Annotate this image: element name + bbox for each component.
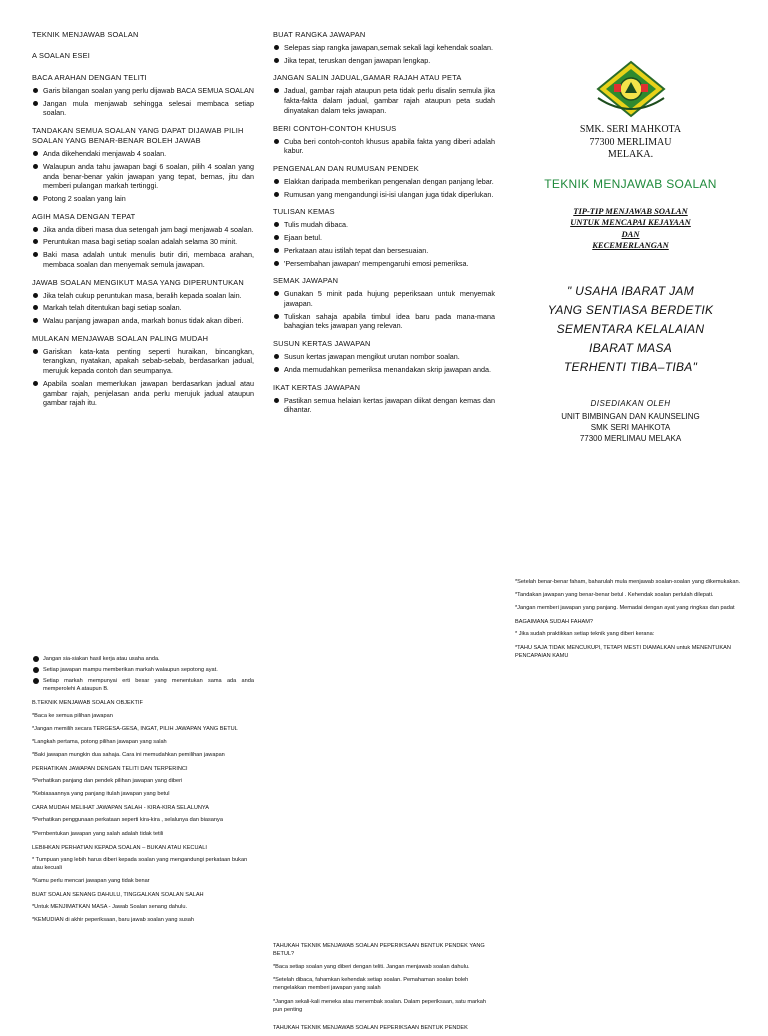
bullet-item: Markah telah ditentukan bagi setiap soalan. — [32, 303, 254, 313]
unit-name: UNIT BIMBINGAN DAN KAUNSELING — [561, 411, 700, 421]
bullet-item: Apabila soalan memerlukan jawapan berdasarkan jadual atau gambar rajah, penjelasan anda perlu merujuk jadual ataupun gambar rajah itu. — [32, 379, 254, 408]
bullet-item: Jika telah cukup peruntukan masa, beralih kepada soalan lain. — [32, 291, 254, 301]
cover-panel — [518, 60, 743, 444]
prepared-by — [518, 398, 743, 445]
text-line: *Setelah dibaca, fahamkan kehendak setiap soalan. Pemahaman soalan boleh mengelakkan memberi jawapan yang salah — [273, 977, 469, 992]
page2-left — [32, 655, 254, 929]
section-block — [273, 339, 495, 374]
column-middle — [273, 30, 495, 423]
bullet-item: Ejaan betul. — [273, 233, 495, 243]
section-heading: TULISAN KEMAS — [273, 207, 335, 217]
text-line: *TAHU SAJA TIDAK MENCUKUPI, TETAPI MESTI DIAMALKAN untuk MENENTUKAN PENCAPAIAN KAMU — [515, 644, 731, 659]
bullet-item: Anda dikehendaki menjawab 4 soalan. — [32, 149, 254, 159]
section-block — [32, 334, 254, 408]
bullet-list — [32, 86, 254, 118]
section-block — [32, 212, 254, 270]
bullet-item: Tuliskan sahaja apabila timbul idea baru pada mana-mana bahagian teks jawapan yang relevan. — [273, 312, 495, 331]
bullet-item: Setiap markah mempunyai erti besar yang menentukan sama ada anda memperolehi A ataupun B. — [32, 677, 254, 693]
tips-line: TIP-TIP MENJAWAB SOALAN — [573, 205, 688, 216]
section-heading: JAWAB SOALAN MENGIKUT MASA YANG DIPERUNTUKAN — [32, 277, 244, 287]
bullet-item: Selepas siap rangka jawapan,semak sekali lagi kehendak soalan. — [273, 43, 495, 53]
doc-title: TEKNIK MENJAWAB SOALAN — [32, 30, 139, 39]
subheading: LEBIHKAN PERHATIAN KEPADA SOALAN – BUKAN ATAU KECUALI — [32, 844, 207, 851]
bullet-list — [273, 86, 495, 115]
section-block — [273, 73, 495, 115]
bullet-item: 'Persembahan jawapan' mempengaruhi emosi pemeriksa. — [273, 259, 495, 269]
section-block — [32, 278, 254, 326]
text-line: *Kamu perlu mencari jawapan yang tidak benar — [32, 877, 150, 884]
section-heading: BERI CONTOH-CONTOH KHUSUS — [273, 123, 397, 133]
section-block — [273, 124, 495, 156]
text-line: *Kebiasaannya yang panjang itulah jawapan yang betul — [32, 791, 170, 798]
bullet-item: Potong 2 soalan yang lain — [32, 194, 254, 204]
text-line: *Baca ke semua pilihan jawapan — [32, 712, 113, 719]
short-answer-heading-2: TAHUKAH TEKNIK MENJAWAB SOALAN PEPERIKSAAN BENTUK PENDEK — [273, 1024, 468, 1031]
quote-line: " USAHA IBARAT JAM — [566, 283, 694, 298]
bullet-list — [273, 289, 495, 331]
bullet-list — [32, 149, 254, 204]
bullet-item: Elakkan daripada memberikan pengenalan dengan panjang lebar. — [273, 177, 495, 187]
short-answer-heading: TAHUKAH TEKNIK MENJAWAB SOALAN PEPERIKSAAN BENTUK PENDEK YANG BETUL? — [273, 943, 485, 958]
bullet-item: Walaupun anda tahu jawapan bagi 6 soalan, pilih 4 soalan yang anda benar-benar yakin jawapan yang tepat, bernas, jitu dan memberi pulangan markah tertinggi. — [32, 162, 254, 191]
bullet-list — [32, 291, 254, 326]
section-heading: JANGAN SALIN JADUAL,GAMAR RAJAH ATAU PETA — [273, 73, 462, 83]
tips-heading — [518, 206, 743, 252]
bullet-list — [273, 352, 495, 374]
bullet-item: Gariskan kata-kata penting seperti huraikan, bincangkan, terangkan, nyatakan, apakah sebab-sebab, berdasarkan jadual, merujuk kepada contoh dan seumpanya. — [32, 347, 254, 376]
bullet-item: Rumusan yang mengandungi isi-isi ulangan juga tidak diperlukan. — [273, 190, 495, 200]
prepared-by-label: DISEDIAKAN OLEH — [590, 398, 671, 408]
bullet-item: Garis bilangan soalan yang perlu dijawab BACA SEMUA SOALAN — [32, 86, 254, 96]
section-block — [273, 276, 495, 331]
quote-line: SEMENTARA KELALAIAN — [556, 321, 705, 336]
bullet-item: Susun kertas jawapan mengikut urutan nombor soalan. — [273, 352, 495, 362]
text-line: *Perhatikan panjang dan pendek pilihan jawapan yang diberi — [32, 778, 183, 785]
text-line: *Tandakan jawapan yang benar-benar betul . Kehendak soalan perlulah dilepati. — [515, 592, 714, 599]
bullet-list — [273, 137, 495, 156]
bullet-item: Jangan sia-siakan hasil kerja atau usaha anda. — [32, 655, 254, 663]
bullet-item: Jika tepat, teruskan dengan jawapan lengkap. — [273, 56, 495, 66]
bullet-list — [273, 177, 495, 199]
text-line: *Pernbentukan jawapan yang salah adalah tidak tetili — [32, 830, 164, 837]
section-block — [273, 207, 495, 268]
bullet-item: Perkataan atau istilah tepat dan bersesuaian. — [273, 246, 495, 256]
bullet-list — [32, 225, 254, 270]
column-left — [32, 30, 254, 416]
section-heading: SUSUN KERTAS JAWAPAN — [273, 339, 371, 349]
unit-school: SMK SERI MAHKOTA — [590, 422, 671, 432]
school-name: SMK. SERI MAHKOTA — [579, 124, 682, 135]
bullet-item: Jadual, gambar rajah ataupun peta tidak perlu disalin semula jika fakta-fakta dalam jadual, gambar rajah ataupun peta sudah dinyatakan dalam teks jawapan. — [273, 86, 495, 115]
subheading: BAGAIMANA SUDAH FAHAM? — [515, 619, 594, 626]
school-crest-icon — [594, 60, 668, 118]
bullet-list — [32, 347, 254, 408]
bullet-item: Pastikan semua helaian kertas jawapan diikat dengan kemas dan dihantar. — [273, 396, 495, 415]
page2-middle — [273, 942, 495, 1036]
section-block — [273, 383, 495, 415]
quote-line: YANG SENTIASA BERDETIK — [547, 302, 714, 317]
text-line: *Untuk MENJIMATKAN MASA - Jawab Soalan senang dahulu. — [32, 904, 188, 911]
section-a-heading: A SOALAN ESEI — [32, 50, 91, 60]
quote-line: IBARAT MASA — [588, 341, 673, 356]
section-heading: IKAT KERTAS JAWAPAN — [273, 382, 361, 392]
bullet-list — [273, 220, 495, 268]
cover-title: TEKNIK MENJAWAB SOALAN — [544, 176, 717, 191]
tips-line: UNTUK MENCAPAI KEJAYAAN — [570, 217, 691, 228]
bullet-item: Gunakan 5 minit pada hujung peperiksaan untuk menyemak jawapan. — [273, 289, 495, 308]
section-heading: MULAKAN MENJAWAB SOALAN PALING MUDAH — [32, 333, 209, 343]
section-heading: BACA ARAHAN DENGAN TELITI — [32, 72, 147, 82]
bullet-item: Peruntukan masa bagi setiap soalan adalah selama 30 minit. — [32, 237, 254, 247]
section-block — [273, 164, 495, 199]
bullet-item: Jika anda diberi masa dua setengah jam bagi menjawab 4 soalan. — [32, 225, 254, 235]
section-heading: BUAT RANGKA JAWAPAN — [273, 30, 366, 39]
bullet-list — [273, 396, 495, 415]
bullet-item: Cuba beri contoh-contoh khusus apabila fakta yang diberi adalah kabur. — [273, 137, 495, 156]
text-line: *Baki jawapan mungkin dua sahaja. Cara ini memudahkan pemilihan jawapan — [32, 751, 225, 758]
subheading: CARA MUDAH MELIHAT JAWAPAN SALAH - KIRA-KIRA SELALUNYA — [32, 805, 209, 812]
text-line: *Jangan memilih secara TERGESA-GESA, INGAT, PILIH JAWAPAN YANG BETUL — [32, 725, 238, 732]
section-heading: SEMAK JAWAPAN — [273, 276, 339, 286]
bullet-item: Setiap jawapan mampu memberikan markah walaupun sepotong ayat. — [32, 666, 254, 674]
text-line: * Tumpuan yang lebih harus diberi kepada soalan yang mengandungi perkataan bukan atau kecuali — [32, 856, 248, 871]
section-block — [32, 126, 254, 204]
text-line: *Jangan memberi jawapan yang panjang. Memadai dengan ayat yang ringkas dan padat — [515, 605, 735, 612]
bullet-item: Anda memudahkan pemeriksa menandakan skrip jawapan anda. — [273, 365, 495, 375]
text-line: *Setelah benar-benar faham, baharulah mula menjawab soalan-soalan yang dikemukakan. — [515, 579, 741, 585]
subheading: PERHATIKAN JAWAPAN DENGAN TELITI DAN TERPERINCI — [32, 765, 188, 772]
bullet-item: Tulis mudah dibaca. — [273, 220, 495, 230]
school-postcode: 77300 MERLIMAU — [589, 136, 672, 148]
section-heading: AGIH MASA DENGAN TEPAT — [32, 211, 136, 221]
section-heading: TANDAKAN SEMUA SOALAN YANG DAPAT DIJAWAB PILIH SOALAN YANG BENAR-BENAR BOLEH JAWAB — [32, 126, 244, 146]
section-block — [32, 73, 254, 118]
bullet-list — [273, 43, 495, 65]
text-line: *Baca setiap soalan yang diberi dengan teliti. Jangan menjawab soalan dahulu. — [273, 964, 470, 971]
school-state: MELAKA. — [607, 149, 654, 160]
section-b-heading: B.TEKNIK MENJAWAB SOALAN OBJEKTIF — [32, 700, 143, 707]
bullet-item: Walau panjang jawapan anda, markah bonus tidak akan diberi. — [32, 316, 254, 326]
quote-line: TERHENTI TIBA–TIBA" — [563, 360, 698, 375]
text-line: *Perhatikan penggunaan perkataan seperti kira-kira , selalunya dan biasanya — [32, 817, 223, 824]
text-line: *KEMUDIAN di akhir peperiksaan, baru jawab soalan yang susah — [32, 917, 194, 924]
section-block — [273, 30, 495, 65]
tips-line: DAN — [621, 228, 640, 239]
cover-quote — [518, 282, 743, 378]
bullet-item: Jangan mula menjawab sehingga selesai membaca setiap soalan. — [32, 99, 254, 118]
unit-address: 77300 MERLIMAU MELAKA — [579, 434, 682, 444]
page2-right — [515, 578, 745, 665]
text-line: *Jangan sekali-kali meneka atau menembak soalan. Dalam peperiksaan, satu markah pun penting — [273, 998, 486, 1013]
text-line: * Jika sudah praktikkan setiap teknik yang diberi kerana: — [515, 631, 655, 638]
subheading: BUAT SOALAN SENANG DAHULU, TINGGALKAN SOALAN SALAH — [32, 892, 204, 899]
section-heading: PENGENALAN DAN RUMUSAN PENDEK — [273, 163, 419, 173]
tips-line: KECEMERLANGAN — [592, 240, 669, 251]
text-line: *Langkah pertama, potong pilihan jawapan yang salah — [32, 738, 167, 745]
bullet-item: Baki masa adalah untuk menulis butir diri, membaca arahan, membaca soalan dan menyemak semula jawapan. — [32, 250, 254, 269]
